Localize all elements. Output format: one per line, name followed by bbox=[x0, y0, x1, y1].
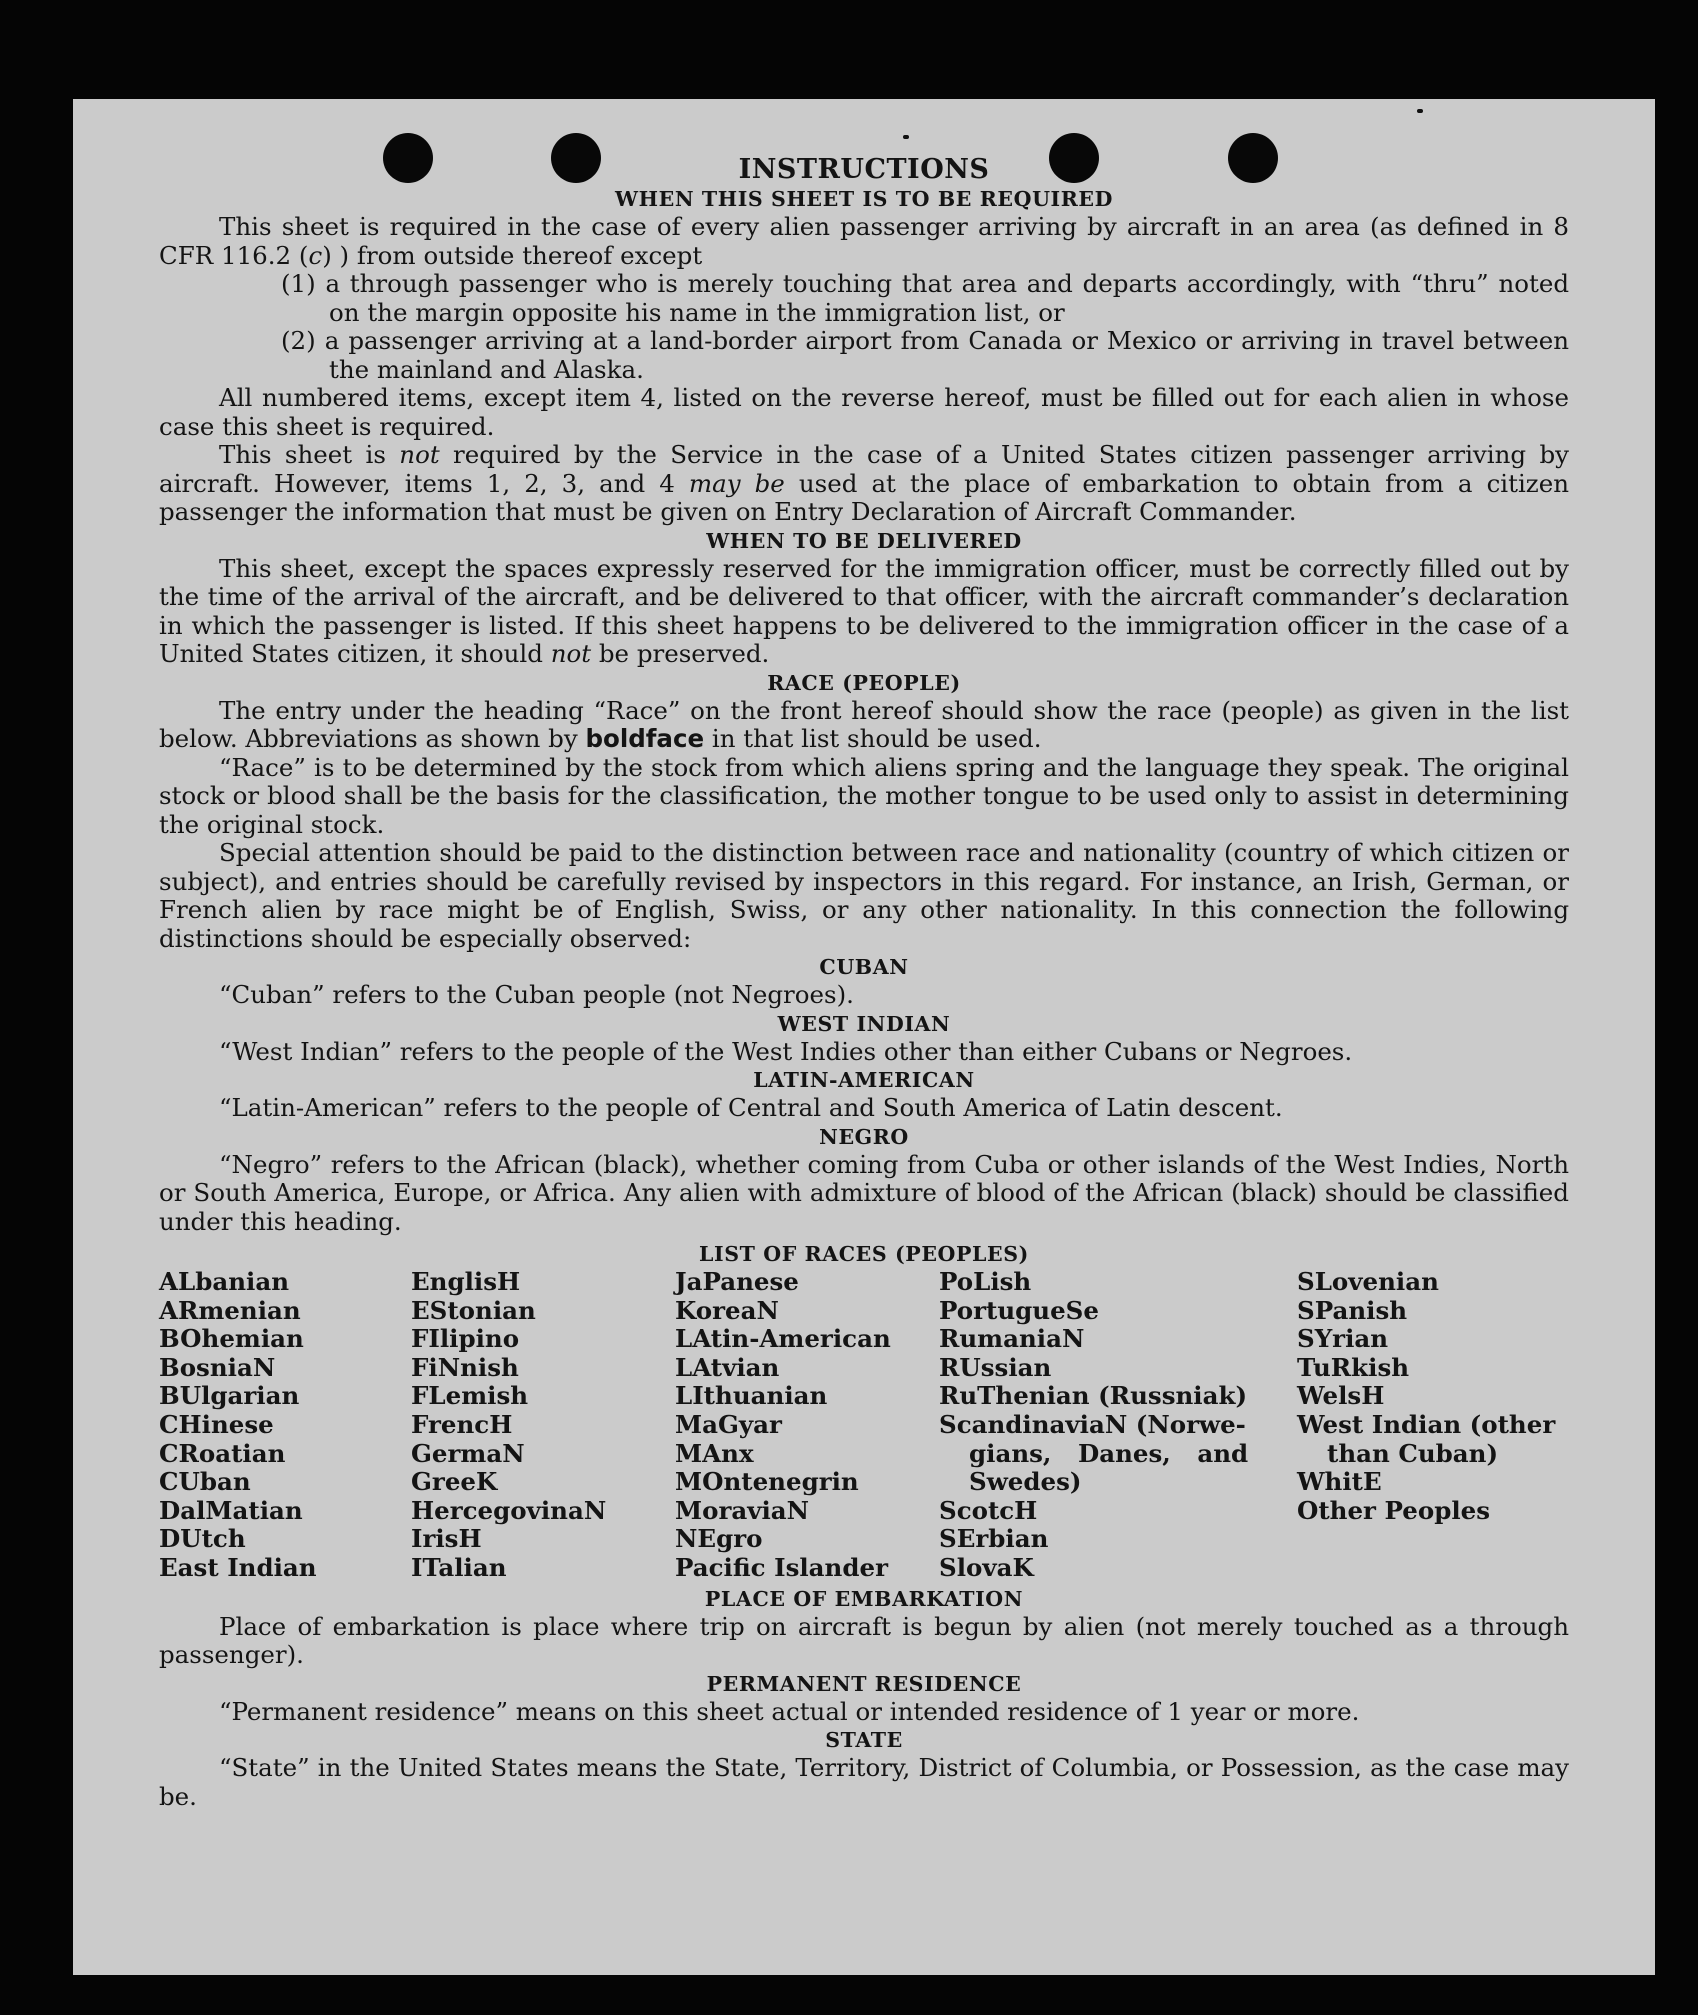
race-item: FIlipino bbox=[411, 1324, 520, 1354]
negro-heading: NEGRO bbox=[819, 1124, 909, 1149]
instructions-content bbox=[159, 155, 1569, 1811]
race-item: WelsH bbox=[1297, 1381, 1385, 1411]
race-item: TuRkish bbox=[1297, 1352, 1410, 1382]
latin-american-heading: LATIN-AMERICAN bbox=[753, 1068, 975, 1092]
delivered-heading: WHEN TO BE DELIVERED bbox=[706, 528, 1022, 553]
instruction-sheet bbox=[73, 99, 1655, 1975]
race-item: RuThenian (Russniak) bbox=[939, 1381, 1248, 1411]
ink-speck bbox=[903, 135, 909, 139]
race-heading: RACE (PEOPLE) bbox=[767, 670, 961, 695]
race-item: SYrian bbox=[1297, 1324, 1389, 1354]
race-item: Other Peoples bbox=[1297, 1495, 1491, 1525]
citizen-paragraph: This sheet is not required by the Service in the case of a United States citizen passenger arriving by aircraft. However, items 1, 2, 3, and 4 may be used at the place of embarkation to obtain from a citizen passenger the information that must be given on Entry Declaration of Aircraft Commander. bbox=[159, 440, 1569, 526]
embarkation-text: Place of embarkation is place where trip on aircraft is begun by alien (not merely touched as a through passenger). bbox=[159, 1611, 1569, 1670]
state-text: “State” in the United States means the State, Territory, District of Columbia, or Possession, as the case may be. bbox=[159, 1753, 1569, 1811]
race-item: RUssian bbox=[939, 1352, 1052, 1382]
race-item: DalMatian bbox=[159, 1495, 303, 1525]
race-item: DUtch bbox=[159, 1524, 246, 1554]
permanent-residence-text: “Permanent residence” means on this sheet actual or intended residence of 1 year or more. bbox=[219, 1696, 1360, 1726]
race-item: IrisH bbox=[411, 1524, 482, 1554]
race-item: EnglisH bbox=[411, 1267, 521, 1296]
state-heading: STATE bbox=[825, 1728, 903, 1753]
race-column-5 bbox=[1297, 1268, 1569, 1583]
race-item-line: gians, Danes, and bbox=[969, 1438, 1249, 1468]
race-item: CRoatian bbox=[159, 1438, 286, 1468]
exception-2: (2) a passenger arriving at a land-border airport from Canada or Mexico or arriving in travel between the mainland and Alaska. bbox=[281, 326, 1569, 384]
cuban-heading: CUBAN bbox=[819, 955, 909, 979]
race-column-1 bbox=[159, 1268, 411, 1583]
race-item: PortugueSe bbox=[939, 1295, 1099, 1325]
west-indian-heading: WEST INDIAN bbox=[777, 1011, 951, 1036]
race-item: FrencH bbox=[411, 1409, 513, 1439]
race-item: BUlgarian bbox=[159, 1381, 300, 1411]
race-item: NEgro bbox=[675, 1524, 763, 1554]
race-column-4 bbox=[939, 1268, 1297, 1583]
race-item: SLovenian bbox=[1297, 1267, 1439, 1296]
race-item: PoLish bbox=[939, 1267, 1032, 1296]
race-item: LAtin-American bbox=[675, 1324, 891, 1354]
ink-speck bbox=[1417, 109, 1423, 113]
race-list bbox=[159, 1268, 1569, 1583]
race-column-3 bbox=[675, 1268, 939, 1583]
race-item: FiNnish bbox=[411, 1352, 519, 1382]
race-item: FLemish bbox=[411, 1381, 529, 1411]
race-item-line: Swedes) bbox=[969, 1467, 1082, 1497]
race-item-line: ScandinaviaN (Norwe- bbox=[939, 1409, 1246, 1439]
instructions-title: INSTRUCTIONS bbox=[738, 154, 990, 185]
latin-american-text: “Latin-American” refers to the people of Central and South America of Latin descent. bbox=[219, 1093, 1283, 1122]
race-item: East Indian bbox=[159, 1552, 317, 1582]
when-required-intro: This sheet is required in the case of every alien passenger arriving by aircraft in an area (as defined in 8 CFR 116.2 (c) ) from outside thereof except bbox=[159, 212, 1569, 270]
race-item: BOhemian bbox=[159, 1324, 304, 1354]
race-item: HercegovinaN bbox=[411, 1495, 607, 1525]
race-item: ScotcH bbox=[939, 1495, 1038, 1525]
numbered-items-paragraph: All numbered items, except item 4, listed on the reverse hereof, must be filled out for each alien in whose case this sheet is required. bbox=[159, 383, 1569, 441]
race-item-line: West Indian (other bbox=[1297, 1409, 1556, 1439]
cuban-text: “Cuban” refers to the Cuban people (not Negroes). bbox=[219, 980, 854, 1009]
race-item: LAtvian bbox=[675, 1352, 780, 1382]
race-item: CUban bbox=[159, 1467, 251, 1497]
negro-text: “Negro” refers to the African (black), whether coming from Cuba or other islands of the West Indies, North or South America, Europe, or Africa. Any alien with admixture of blood of the African (black) should be classified under this heading. bbox=[159, 1149, 1569, 1236]
race-item: EStonian bbox=[411, 1295, 536, 1325]
race-item-scandinavian bbox=[939, 1411, 1297, 1497]
race-item: WhitE bbox=[1297, 1467, 1382, 1497]
race-column-2 bbox=[411, 1268, 675, 1583]
when-required-heading: WHEN THIS SHEET IS TO BE REQUIRED bbox=[615, 187, 1113, 211]
race-item: GreeK bbox=[411, 1467, 498, 1497]
race-item: ALbanian bbox=[159, 1267, 290, 1296]
race-item: LIthuanian bbox=[675, 1381, 828, 1411]
embarkation-heading: PLACE OF EMBARKATION bbox=[704, 1586, 1024, 1611]
delivered-paragraph: This sheet, except the spaces expressly reserved for the immigration officer, must be correctly filled out by the time of the arrival of the aircraft, and be delivered to that officer, with the aircraft commander’s declaration in which the passenger is listed. If this sheet happens to be delivered to the immigration officer in the case of a United States citizen, it should not be preserved. bbox=[159, 553, 1569, 668]
race-item: MaGyar bbox=[675, 1409, 782, 1439]
race-item: MAnx bbox=[675, 1438, 754, 1468]
west-indian-text: “West Indian” refers to the people of the West Indies other than either Cubans or Negroes. bbox=[219, 1036, 1353, 1066]
race-item: SPanish bbox=[1297, 1295, 1408, 1325]
race-special-paragraph: Special attention should be paid to the distinction between race and nationality (country of which citizen or subject), and entries should be carefully revised by inspectors in this regard. For instance, an Irish, German, or French alien by race might be of English, Swiss, or any other nationality. In this connection the following distinctions should be especially observed: bbox=[159, 838, 1569, 953]
race-item: BosniaN bbox=[159, 1352, 276, 1382]
race-paragraph: The entry under the heading “Race” on the front hereof should show the race (people) as given in the list below. Abbreviations as shown by boldface in that list should be used. bbox=[159, 695, 1569, 753]
exception-1: (1) a through passenger who is merely touching that area and departs accordingly, with “thru” noted on the margin opposite his name in the immigration list, or bbox=[281, 269, 1569, 327]
race-item: SErbian bbox=[939, 1524, 1049, 1554]
race-item: JaPanese bbox=[675, 1267, 799, 1296]
race-item: ARmenian bbox=[159, 1295, 301, 1325]
race-item: RumaniaN bbox=[939, 1324, 1085, 1354]
race-item: SlovaK bbox=[939, 1552, 1034, 1582]
race-stock-paragraph: “Race” is to be determined by the stock from which aliens spring and the language they speak. The original stock or blood shall be the basis for the classification, the mother tongue to be used only to assist in determining the original stock. bbox=[159, 752, 1569, 839]
race-item: MOntenegrin bbox=[675, 1467, 859, 1497]
race-item: CHinese bbox=[159, 1409, 274, 1439]
race-item: Pacific Islander bbox=[675, 1552, 888, 1582]
permanent-residence-heading: PERMANENT RESIDENCE bbox=[706, 1671, 1022, 1696]
race-item: KoreaN bbox=[675, 1295, 779, 1325]
race-item: ITalian bbox=[411, 1552, 507, 1582]
race-item: GermaN bbox=[411, 1438, 525, 1468]
list-of-races-heading: LIST OF RACES (PEOPLES) bbox=[699, 1242, 1029, 1266]
race-item: MoraviaN bbox=[675, 1495, 810, 1525]
race-item-line: than Cuban) bbox=[1327, 1438, 1499, 1468]
